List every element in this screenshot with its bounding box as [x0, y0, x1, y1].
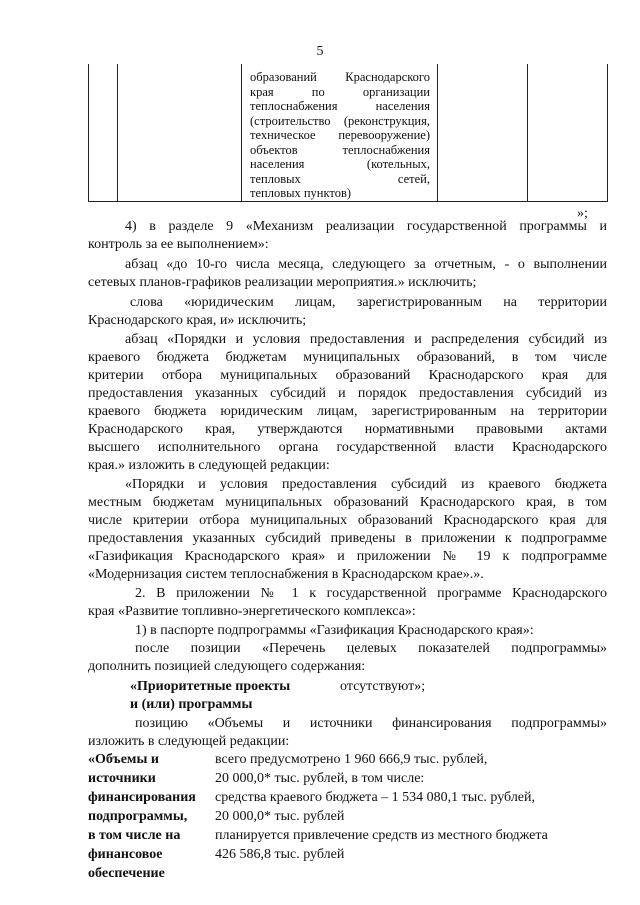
table-cell-line: (строительство (реконструкция,: [250, 113, 430, 128]
financing-value: средства краевого бюджета – 1 534 080,1 тыс. рублей,: [215, 790, 536, 805]
paragraph-line: краевого бюджета юридическим лицам, зарегистрированным на территории: [88, 404, 607, 419]
financing-label: финансирования: [88, 790, 196, 805]
table-cell-line: тепловых сетей,: [250, 171, 430, 186]
paragraph-line: края «Развитие топливно-энергетического комплекса»:: [88, 604, 416, 619]
table-cell-line: теплоснабжения населения: [250, 99, 430, 113]
financing-value: 20 000,0* тыс. рублей, в том числе:: [215, 771, 425, 786]
paragraph-line: 2. В приложении № 1 к государственной программе Краснодарского: [135, 586, 607, 601]
paragraph-line: Краснодарского края, и» исключить;: [88, 313, 307, 328]
priority-label: и (или) программы: [130, 697, 253, 712]
table-cell-line: объектов теплоснабжения: [250, 142, 430, 157]
paragraph-line: контроль за ее выполнением»:: [88, 237, 269, 252]
financing-label: источники: [88, 771, 156, 786]
financing-label: подпрограммы,: [88, 809, 188, 824]
paragraph-line: Краснодарского края, утверждаются нормативными правовыми актами: [88, 422, 607, 437]
paragraph-line: абзац «до 10-го числа месяца, следующего за отчетным, - о выполнении: [125, 257, 607, 272]
paragraph-line: числе критерии отбора муниципальных образований Краснодарского края для: [88, 513, 607, 528]
priority-value: отсутствуют»;: [340, 679, 426, 694]
paragraph-line: 4) в разделе 9 «Механизм реализации государственной программы и: [125, 219, 607, 234]
paragraph-line: местным бюджетам муниципальных образований Краснодарского края, в том: [88, 495, 607, 510]
paragraph-line: высшего исполнительного органа государственной власти Краснодарского: [88, 440, 607, 455]
financing-value: 20 000,0* тыс. рублей: [215, 809, 345, 824]
financing-label: обеспечение: [88, 866, 165, 881]
paragraph-line: после позиции «Перечень целевых показателей подпрограммы»: [135, 641, 607, 656]
table-cell-line: тепловых пунктов): [250, 186, 352, 200]
paragraph-line: «Модернизация систем теплоснабжения в Краснодарском крае».».: [88, 567, 484, 582]
paragraph-line: позицию «Объемы и источники финансирования подпрограммы»: [135, 716, 607, 731]
paragraph-line: «Газификация Краснодарского края» и приложении № 19 к подпрограмме: [88, 549, 607, 564]
table-cell-line: края по организации: [250, 84, 430, 99]
financing-value: планируется привлечение средств из местного бюджета: [215, 828, 548, 843]
financing-value: 426 586,8 тыс. рублей: [215, 847, 345, 862]
financing-value: всего предусмотрено 1 960 666,9 тыс. рублей,: [215, 752, 488, 767]
paragraph-line: сетевых планов-графиков реализации мероприятия.» исключить;: [88, 275, 477, 290]
paragraph-line: критерии отбора муниципальных образований Краснодарского края для: [88, 368, 607, 383]
paragraph-line: краевого бюджета бюджетам муниципальных образований, в том числе: [88, 350, 607, 365]
closing-quote: »;: [577, 206, 588, 221]
table-cell-line: образований Краснодарского: [250, 70, 430, 84]
paragraph-line: предоставления указанных субсидий и порядок предоставления субсидий из: [88, 386, 607, 401]
paragraph-line: «Порядки и условия предоставления субсидий из краевого бюджета: [125, 477, 607, 492]
paragraph-line: изложить в следующей редакции:: [88, 734, 290, 749]
table-cell-line: населения (котельных,: [250, 157, 430, 171]
paragraph-line: предоставления указанных субсидий приведены в приложении к подпрограмме: [88, 531, 607, 546]
paragraph-line: слова «юридическим лицам, зарегистрированным на территории: [130, 295, 607, 310]
table-cell-text: [250, 70, 430, 201]
table-cell-line: техническое перевооружение): [250, 128, 430, 142]
financing-label: «Объемы и: [88, 752, 159, 767]
paragraph-line: края.» изложить в следующей редакции:: [88, 458, 330, 473]
priority-label: «Приоритетные проекты: [130, 679, 291, 694]
financing-label: финансовое: [88, 847, 163, 862]
paragraph-line: абзац «Порядки и условия предоставления и распределения субсидий из: [125, 332, 607, 347]
paragraph-line: 1) в паспорте подпрограммы «Газификация Краснодарского края»:: [135, 623, 534, 638]
financing-label: в том числе на: [88, 828, 181, 843]
page-number: 5: [316, 44, 324, 59]
paragraph-line: дополнить позицией следующего содержания:: [88, 659, 366, 674]
